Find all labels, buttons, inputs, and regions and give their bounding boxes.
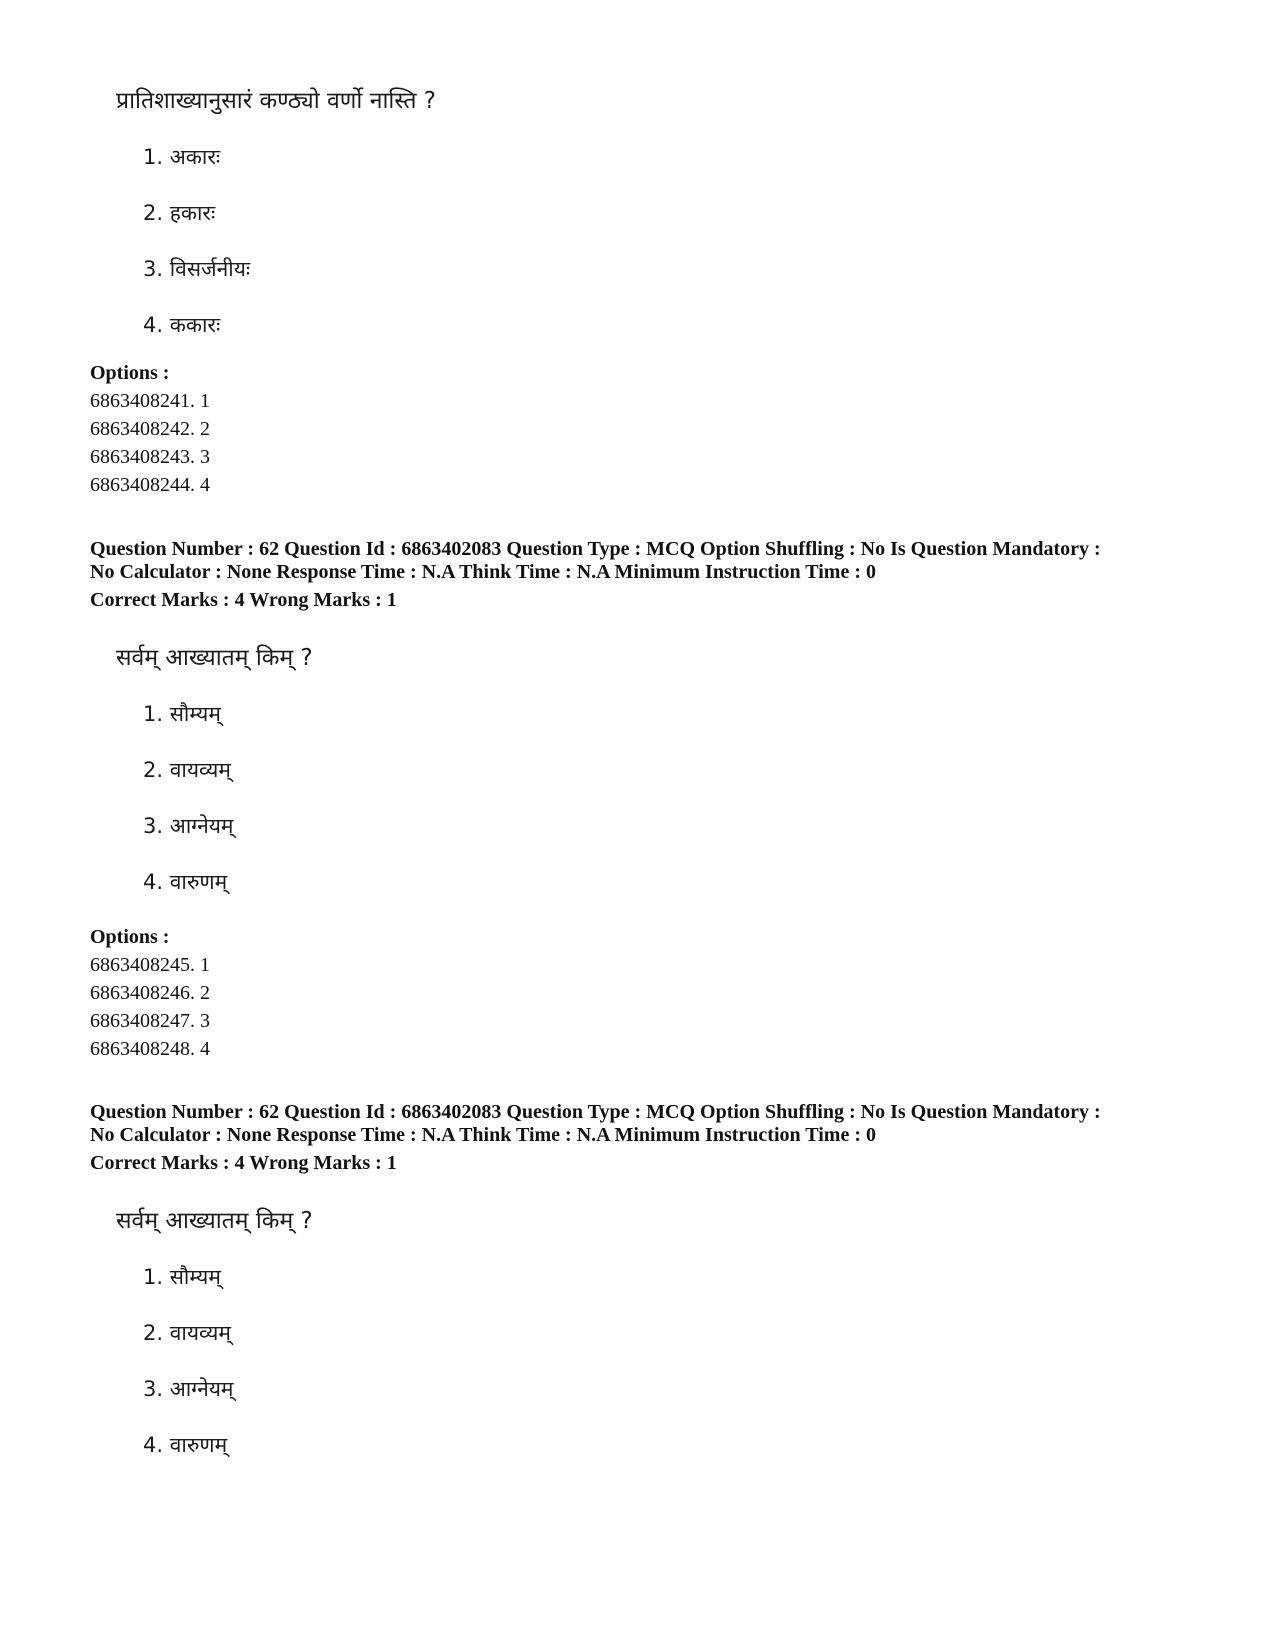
option-id-line: 6863408248. 4	[90, 1038, 210, 1060]
question-text: सर्वम् आख्यातम् किम् ?	[116, 645, 313, 671]
question-meta-line: No Calculator : None Response Time : N.A Think Time : N.A Minimum Instruction Time : 0	[90, 1124, 876, 1146]
choice-item: 3. आग्नेयम्	[143, 814, 234, 838]
options-heading: Options :	[90, 362, 170, 384]
choice-item: 1. अकारः	[143, 145, 221, 169]
question-text: सर्वम् आख्यातम् किम् ?	[116, 1208, 313, 1234]
choice-item: 3. आग्नेयम्	[143, 1377, 234, 1401]
choice-item: 2. हकारः	[143, 201, 216, 225]
choice-item: 2. वायव्यम्	[143, 758, 231, 782]
choice-item: 4. वारुणम्	[143, 870, 228, 894]
options-heading: Options :	[90, 926, 170, 948]
choice-item: 1. सौम्यम्	[143, 702, 221, 726]
option-id-line: 6863408242. 2	[90, 418, 210, 440]
question-meta-line: No Calculator : None Response Time : N.A Think Time : N.A Minimum Instruction Time : 0	[90, 561, 876, 583]
question-meta-line: Question Number : 62 Question Id : 6863402083 Question Type : MCQ Option Shuffling : No Is Question Mandatory :	[90, 1101, 1101, 1123]
option-id-line: 6863408247. 3	[90, 1010, 210, 1032]
option-id-line: 6863408243. 3	[90, 446, 210, 468]
marks-line: Correct Marks : 4 Wrong Marks : 1	[90, 1152, 397, 1174]
option-id-line: 6863408244. 4	[90, 474, 210, 496]
question-meta-line: Question Number : 62 Question Id : 6863402083 Question Type : MCQ Option Shuffling : No Is Question Mandatory :	[90, 538, 1101, 560]
question-text: प्रातिशाख्यानुसारं कण्ठ्यो वर्णो नास्ति ?	[116, 88, 436, 114]
choice-item: 4. वारुणम्	[143, 1433, 228, 1457]
choice-item: 1. सौम्यम्	[143, 1265, 221, 1289]
marks-line: Correct Marks : 4 Wrong Marks : 1	[90, 589, 397, 611]
option-id-line: 6863408245. 1	[90, 954, 210, 976]
choice-item: 4. ककारः	[143, 313, 221, 337]
choice-item: 3. विसर्जनीयः	[143, 257, 251, 281]
option-id-line: 6863408241. 1	[90, 390, 210, 412]
choice-item: 2. वायव्यम्	[143, 1321, 231, 1345]
option-id-line: 6863408246. 2	[90, 982, 210, 1004]
